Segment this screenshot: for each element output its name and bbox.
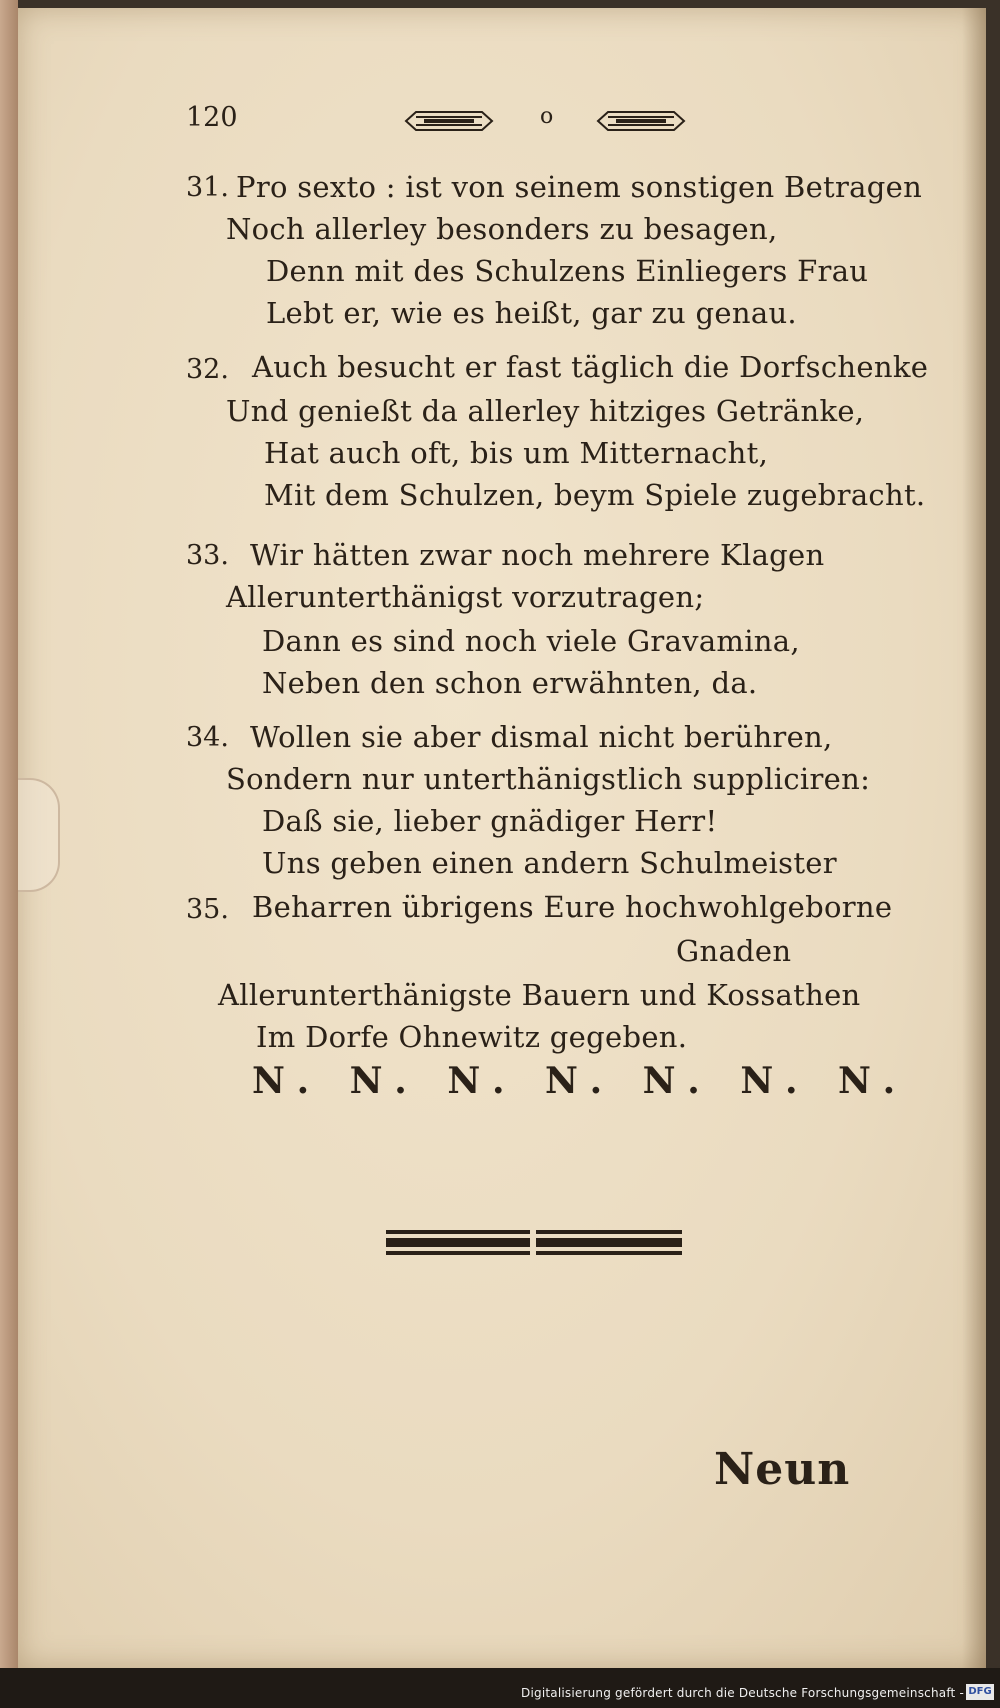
digitization-credit: Digitalisierung gefördert durch die Deutsche Forschungsgemeinschaft -	[521, 1686, 964, 1700]
dfg-logo: DFG	[966, 1684, 994, 1700]
header-mark: o	[540, 104, 554, 129]
header-ornament-right	[594, 110, 688, 132]
page-clip	[18, 778, 60, 892]
stanza-line: Allerunterthänigst vorzutragen;	[226, 580, 705, 614]
stanza-line: Sondern nur unterthänigstlich suppliciren:	[226, 762, 871, 796]
stanza-line: Neben den schon erwähnten, da.	[262, 666, 758, 700]
header-ornament-left	[402, 110, 496, 132]
stanza-number: 33.	[186, 540, 229, 571]
stanza-number: 32.	[186, 354, 229, 385]
stanza-line: Allerunterthänigste Bauern und Kossathen	[218, 978, 861, 1012]
stanza-line: Gnaden	[676, 934, 792, 968]
stanza-line: Wir hätten zwar noch mehrere Klagen	[250, 538, 825, 572]
stanza-line: Denn mit des Schulzens Einliegers Frau	[266, 254, 869, 288]
stanza-number: 31.	[186, 172, 229, 203]
stanza-line: Pro sexto : ist von seinem sonstigen Betragen	[236, 170, 923, 204]
stanza-line: Noch allerley besonders zu besagen,	[226, 212, 778, 246]
stanza-line: Daß sie, lieber gnädiger Herr!	[262, 804, 718, 838]
stanza-line: Lebt er, wie es heißt, gar zu genau.	[266, 296, 797, 330]
stanza-line: Und genießt da allerley hitziges Getränke,	[226, 394, 865, 428]
book-cover-edge	[0, 0, 18, 1708]
ornamental-rule	[386, 1228, 682, 1258]
stanza-line: Mit dem Schulzen, beym Spiele zugebracht.	[264, 478, 926, 512]
stanza-number: 35.	[186, 894, 229, 925]
signature-initials: N. N. N. N. N. N. N.	[252, 1060, 910, 1102]
stanza-line: Auch besucht er fast täglich die Dorfschenke	[252, 350, 929, 384]
stanza-number: 34.	[186, 722, 229, 753]
stanza-line: Uns geben einen andern Schulmeister	[262, 846, 837, 880]
stanza-line: Dann es sind noch viele Gravamina,	[262, 624, 800, 658]
stanza-line: Im Dorfe Ohnewitz gegeben.	[256, 1020, 688, 1054]
stanza-line: Hat auch oft, bis um Mitternacht,	[264, 436, 769, 470]
page-number: 120	[186, 102, 238, 133]
stanza-line: Beharren übrigens Eure hochwohlgeborne	[252, 890, 893, 924]
page-edge-shadow	[962, 8, 986, 1668]
stanza-line: Wollen sie aber dismal nicht berühren,	[250, 720, 833, 754]
catchword: Neun	[714, 1444, 851, 1495]
